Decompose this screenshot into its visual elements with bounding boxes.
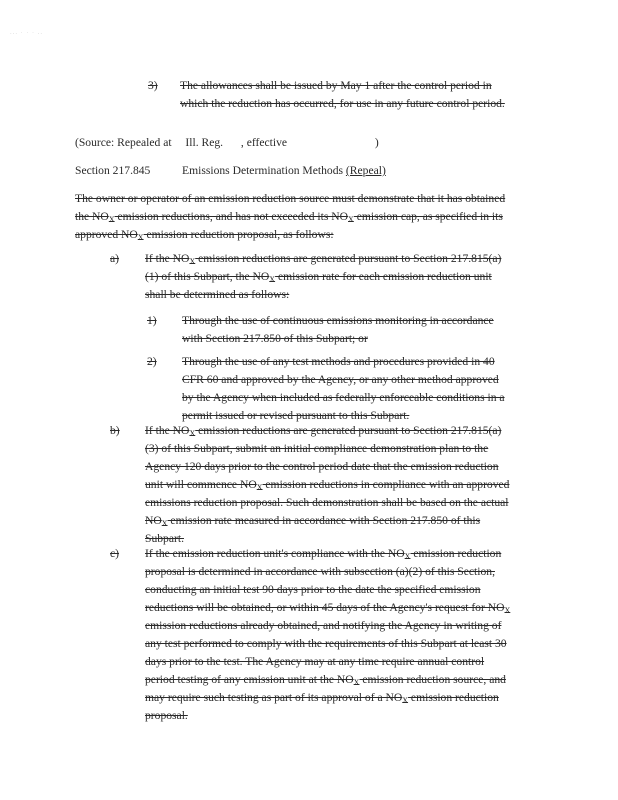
subsection-c-text: If the emission reduction unit's compliance with the $NO_X$ emission reduction proposal is determined in accordance with subsection (a)(2) of this Section, conducting an initial test 90 days prior to the date the specified emission reductions will be obtained, or within 45 days of the Agency's request for $NO_X$ emission reductions already obtained, and notifying the Agency in writing of any test performed to comply with the requirements of this Subpart at least 30 days prior to the test. The Agency may at any time require annual control period testing of any emission unit at the $NO_X$ emission reduction source, and may require such testing as part of its approval of a $NO_X$ emission reduction proposal. — [145, 547, 511, 722]
subsection-b-label: b) — [110, 424, 120, 437]
source-note-reg: Ill. Reg. — [185, 136, 224, 149]
section-heading — [182, 162, 386, 180]
item-3-text: The allowances shall be issued by May 1 after the control period in which the reduction has occurred, for use in any future control period. — [180, 79, 505, 110]
subsection-c-label: c) — [110, 547, 120, 560]
source-note-effective: , effective — [240, 136, 288, 149]
scan-corner-mark: ... · · · .. — [10, 30, 43, 36]
subsection-a-1-text: Through the use of continuous emissions monitoring in accordance with Section 217.850 of this Subpart; or — [182, 314, 494, 345]
section-repeal-tag: (Repeal) — [345, 164, 386, 177]
subsection-b-text: If the $NO_X$ emission reductions are generated pursuant to Section 217.815(a)(3) of this Subpart, submit an initial compliance demonstration plan to the Agency 120 days prior to the control period date that the emission reduction unit will commence $NO_X$ emission reductions in compliance with an approved emissions reduction proposal. Such demonstration shall be based on the actual $NO_X$ emission rate measured in accordance with Section 217.850 of this Subpart. — [145, 424, 510, 545]
subsection-a-label: a) — [110, 252, 120, 265]
subsection-a-2-text: Through the use of any test methods and procedures provided in 40 CFR 60 and approved by the Agency, or any other method approved by the Agency when included as federally enforceable conditions in a permit issued or revised pursuant to this Subpart. — [182, 355, 505, 422]
source-note — [75, 134, 515, 152]
section-title: Emissions Determination Methods — [182, 164, 344, 177]
source-note-open: (Source: Repealed at — [75, 136, 172, 149]
subsection-a-1-number: 1) — [147, 314, 157, 327]
section-number: Section 217.845 — [75, 164, 151, 177]
subsection-a-2-number: 2) — [147, 355, 157, 368]
item-3-number: 3) — [148, 79, 158, 92]
subsection-a-text: If the $NO_X$ emission reductions are generated pursuant to Section 217.815(a)(1) of this Subpart, the $NO_X$ emission rate for each emission reduction unit shall be determined as follows: — [145, 252, 502, 301]
intro-paragraph: The owner or operator of an emission reduction source must demonstrate that it has obtained the $NO_X$ emission reductions, and has not exceeded its $NO_X$ emission cap, as specified in its approved $NO_X$ emission reduction proposal, as follows: — [75, 192, 506, 242]
source-note-close: ) — [374, 136, 379, 149]
